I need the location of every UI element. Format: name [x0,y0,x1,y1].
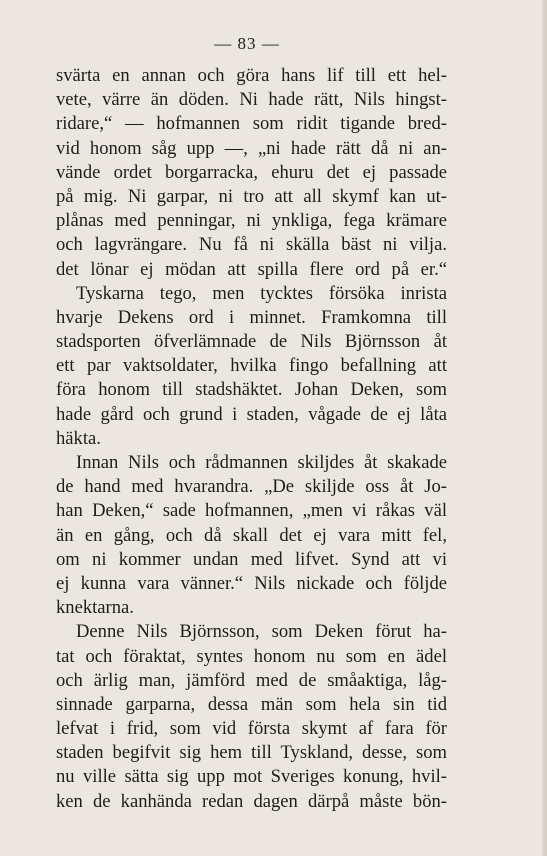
text-line: ett par vaktsoldater, hvilka fingo befallning att [56,355,447,377]
text-line: stadsporten öfverlämnade de Nils Björnsson åt [56,331,447,353]
text-line: ridare,“ — hofmannen som ridit tigande bred- [56,113,447,135]
text-line: ej kunna vara vänner.“ Nils nickade och följde [56,572,447,594]
text-line: på mig. Ni garpar, ni tro att all skymf kan ut- [56,185,447,207]
text-line: hade gård och grund i staden, vågade de ej låta [56,403,447,425]
page-number: — 83 — [214,34,280,53]
text-line: ken de kanhända redan dagen därpå måste bön- [56,790,447,812]
text-line: sinnade garparna, dessa män som hela sin tid [56,693,447,715]
text-line: plånas med penningar, ni ynkliga, fega krämare [56,210,447,232]
text-line: staden begifvit sig hem till Tyskland, desse, som [56,742,447,764]
body-text [56,64,447,814]
text-line: vete, värre än döden. Ni hade rätt, Nils hingst- [56,89,447,111]
text-line: lefvat i frid, som vid första skymt af fara för [56,718,447,740]
text-line: om ni kommer undan med lifvet. Synd att vi [56,548,447,570]
text-line: än en gång, och då skall det ej vara mitt fel, [56,524,447,546]
text-line: knektarna. [56,597,134,619]
text-line: tat och föraktat, syntes honom nu som en ädel [56,645,447,667]
text-line: Tyskarna tego, men tycktes försöka inrista [76,282,447,304]
page-edge-shadow [542,0,547,856]
text-line: hvarje Dekens ord i minnet. Framkomna till [56,306,447,328]
text-line: och lagvrängare. Nu få ni skälla bäst ni vilja. [56,234,447,256]
text-line: vände ordet borgarracka, ehuru det ej passade [56,161,447,183]
text-line: föra honom till stadshäktet. Johan Deken, som [56,379,447,401]
text-line: och ärlig man, jämförd med de småaktiga, låg- [56,669,447,691]
text-line: svärta en annan och göra hans lif till ett hel- [56,65,447,86]
text-line: Innan Nils och rådmannen skiljdes åt skakade [76,452,447,473]
text-line: han Deken,“ sade hofmannen, „men vi råkas väl [56,500,447,522]
text-line: vid honom såg upp —, „ni hade rätt då ni an- [56,137,447,159]
text-line: de hand med hvarandra. „De skiljde oss åt Jo- [56,476,447,498]
text-line: häkta. [56,427,101,449]
text-line: nu ville sätta sig upp mot Sveriges konung, hvil- [56,766,447,788]
text-line: Denne Nils Björnsson, som Deken förut ha- [76,621,447,643]
text-line: det lönar ej mödan att spilla flere ord på er.“ [56,258,447,280]
